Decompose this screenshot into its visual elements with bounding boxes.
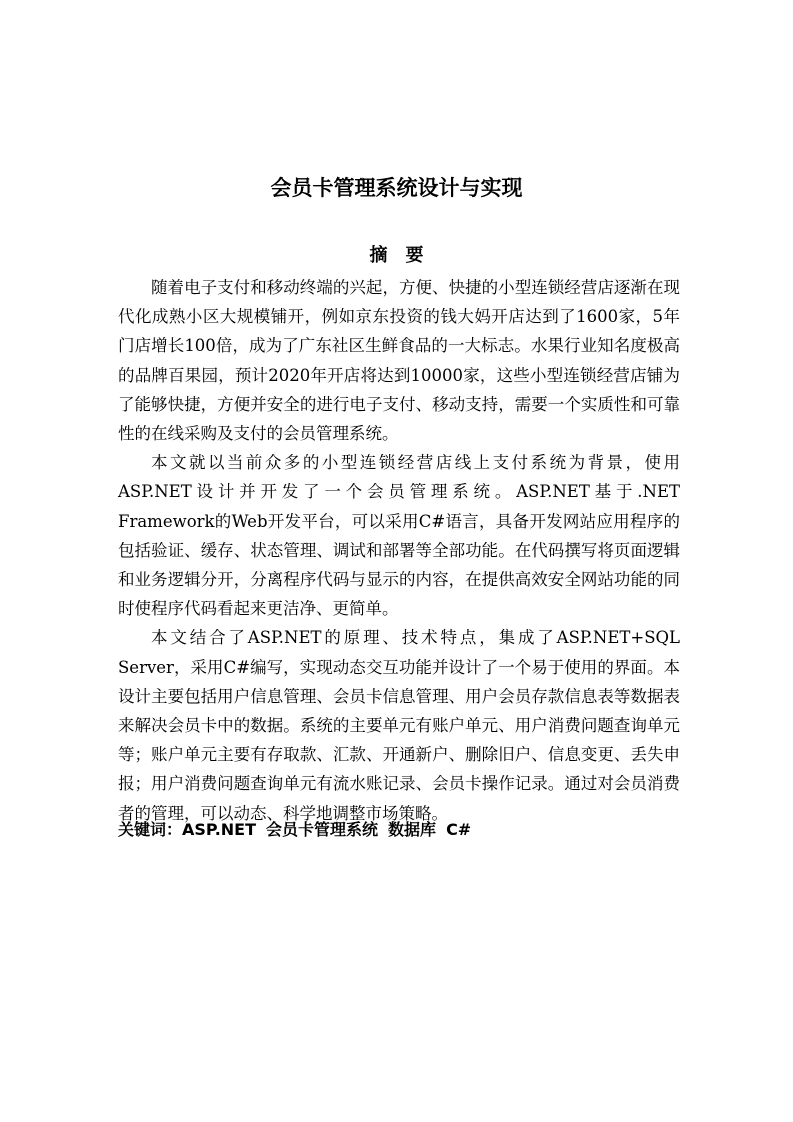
page-title: 会员卡管理系统设计与实现 <box>270 176 523 200</box>
abstract-paragraph-2: 本文就以当前众多的小型连锁经营店线上支付系统为背景，使用ASP.NET设计并开发了一个会员管理系统。ASP.NET基于.NET Framework的Web开发平台，可以采用C#语言，具备开发网站应用程序的包括验证、缓存、状态管理、调试和部署等全部功能。在代码撰写将页面逻辑和业务逻辑分开，分离程序代码与显示的内容，在提供高效安全网站功能的同时使程序代码看起来更洁净、更简单。 <box>118 453 680 619</box>
abstract-heading: 摘 要 <box>369 245 424 266</box>
abstract-body <box>118 273 680 828</box>
keyword-item: ASP.NET <box>182 820 257 839</box>
keyword-item: 会员卡管理系统 <box>266 820 379 839</box>
keywords-label: 关键词： <box>118 820 183 839</box>
abstract-paragraph-3: 本文结合了ASP.NET的原理、技术特点，集成了ASP.NET+SQL Server，采用C#编写，实现动态交互功能并设计了一个易于使用的界面。本设计主要包括用户信息管理、会员卡信息管理、用户会员存款信息表等数据表来解决会员卡中的数据。系统的主要单元有账户单元、用户消费问题查询单元等；账户单元主要有存取款、汇款、开通新户、删除旧户、信息变更、丢失申报；用户消费问题查询单元有流水账记录、会员卡操作记录。通过对会员消费者的管理，可以动态、科学地调整市场策略。 <box>118 628 680 823</box>
keywords-line <box>118 816 680 844</box>
keyword-item: 数据库 <box>388 820 437 839</box>
keyword-item: C# <box>446 820 472 839</box>
abstract-paragraph-1: 随着电子支付和移动终端的兴起，方便、快捷的小型连锁经营店逐渐在现代化成熟小区大规模铺开，例如京东投资的钱大妈开店达到了1600家，5年门店增长100倍，成为了广东社区生鲜食品的一大标志。水果行业知名度极高的品牌百果园，预计2020年开店将达到10000家，这些小型连锁经营店铺为了能够快捷，方便并安全的进行电子支付、移动支持，需要一个实质性和可靠性的在线采购及支付的会员管理系统。 <box>118 278 680 444</box>
